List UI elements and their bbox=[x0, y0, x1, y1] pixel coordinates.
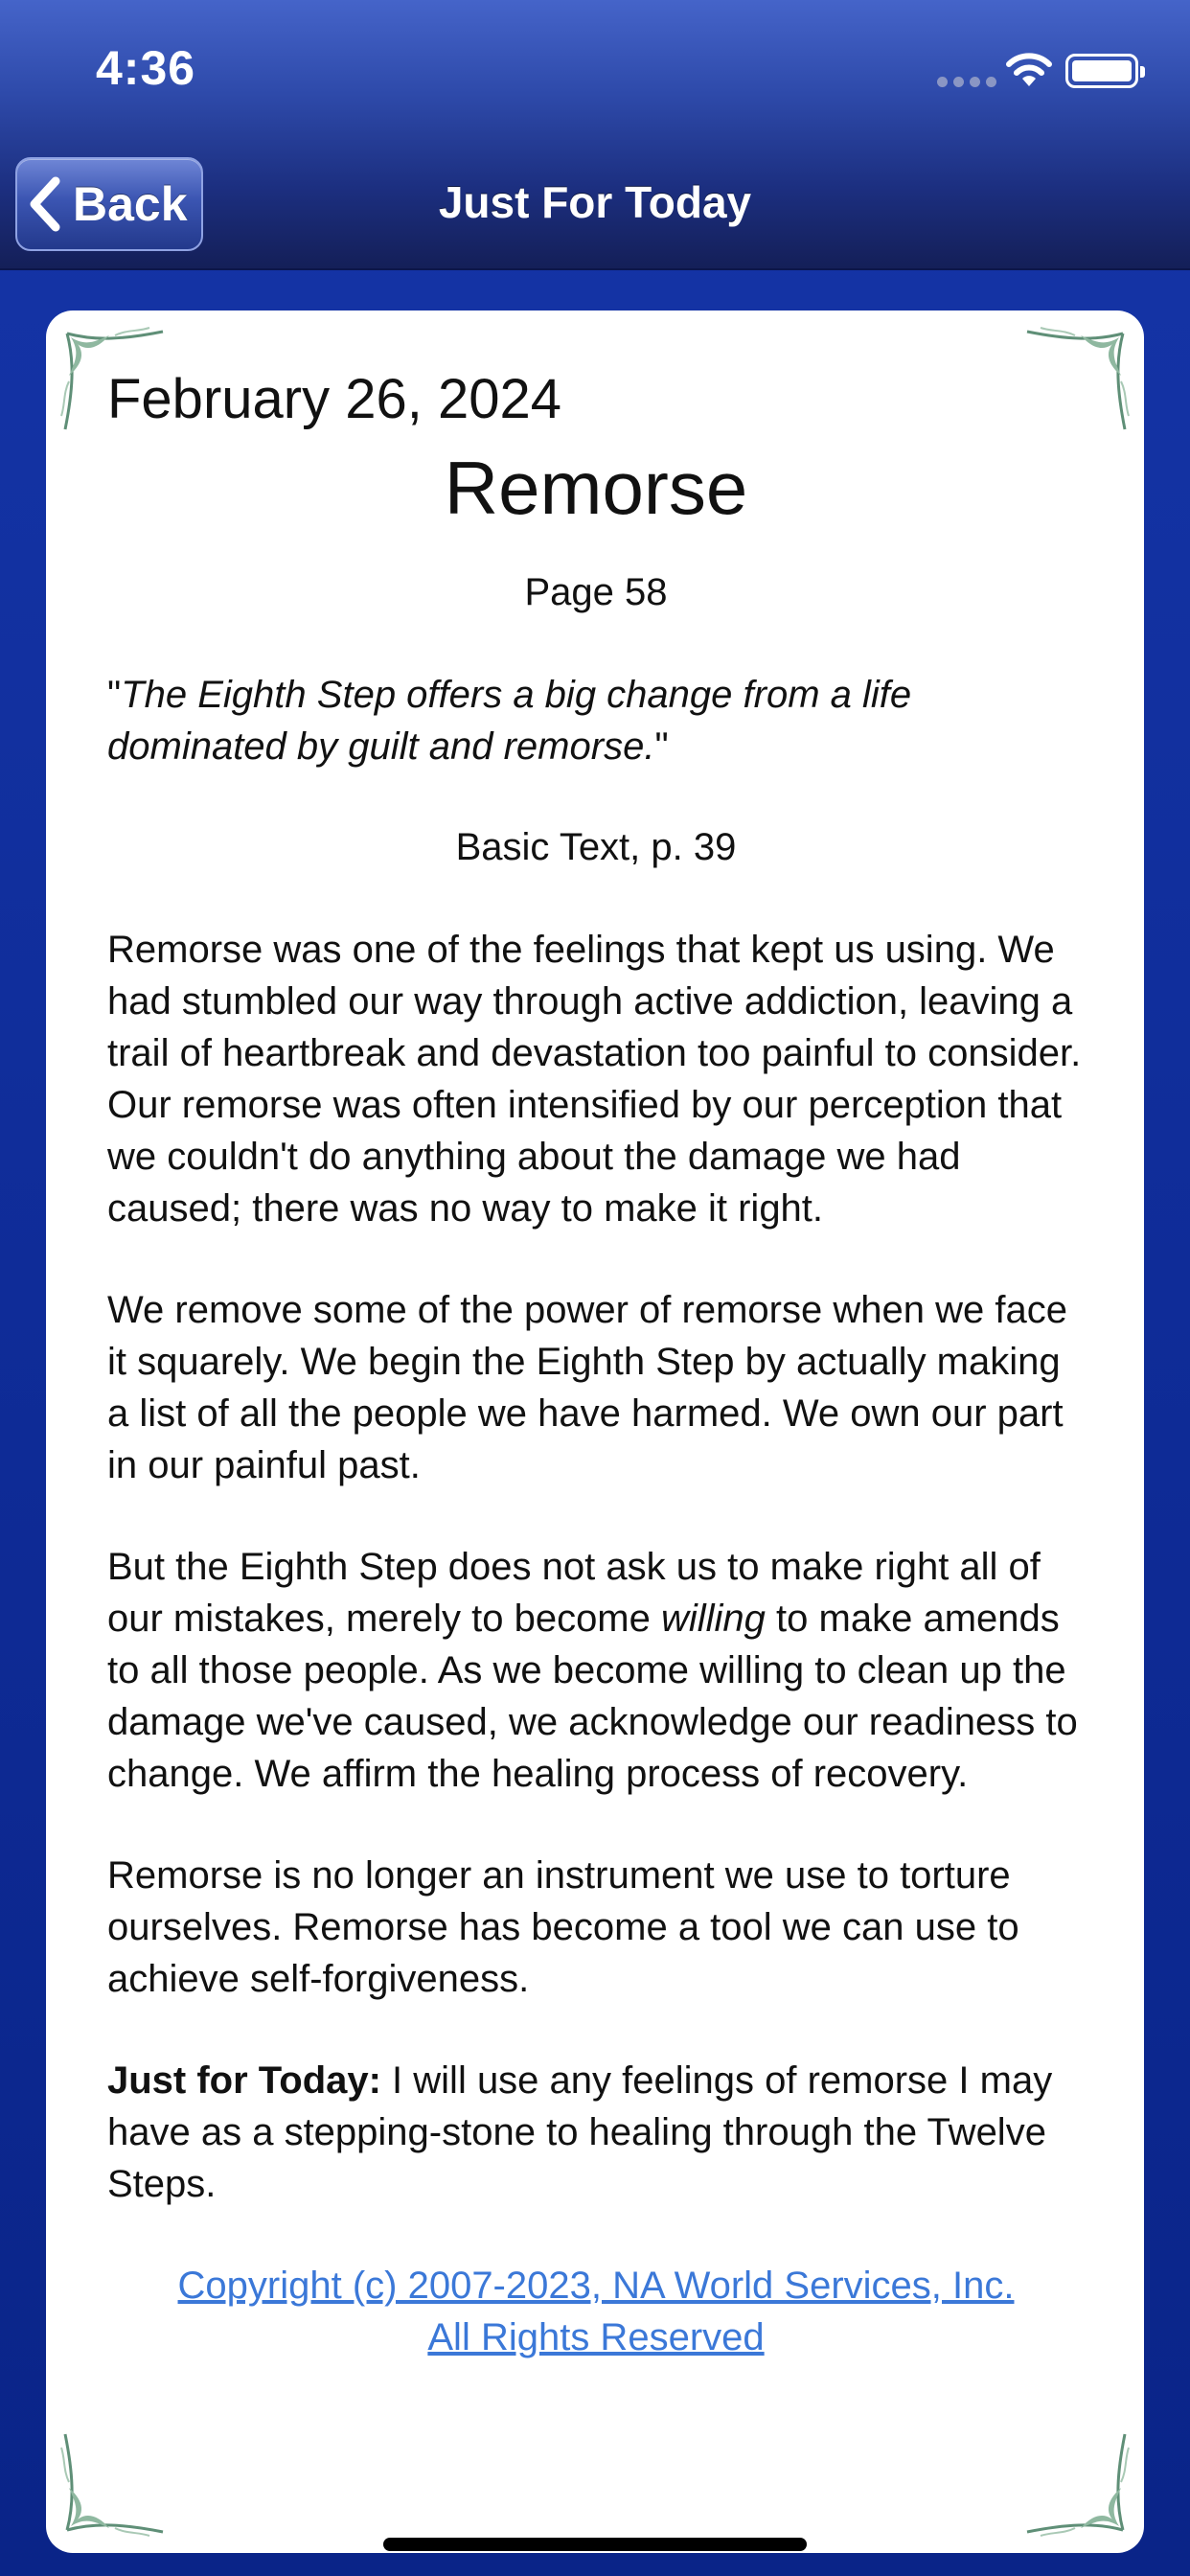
reading-date: February 26, 2024 bbox=[107, 368, 561, 430]
quote-close: " bbox=[654, 725, 669, 768]
signal-dots-icon bbox=[937, 77, 996, 87]
home-indicator[interactable] bbox=[383, 2538, 807, 2551]
quote-open: " bbox=[107, 674, 122, 716]
reading-quote bbox=[107, 669, 1085, 772]
just-for-today-paragraph bbox=[107, 2055, 1085, 2210]
nav-title: Just For Today bbox=[438, 177, 752, 227]
navigation-header bbox=[0, 0, 1190, 270]
paragraph-text: to make amends to all those people. As we become willing to clean up the damage we've caused, we acknowledge our readiness to change. We affirm the healing process of recovery. bbox=[107, 1598, 1078, 1795]
jft-text: I will use any feelings of remorse I may have as a stepping-stone to healing through the Twelve Steps. bbox=[107, 2059, 1053, 2205]
paragraph: Remorse is no longer an instrument we use to torture ourselves. Remorse has become a tool we can use to achieve self-forgiveness. bbox=[107, 1854, 1019, 2000]
reading-source: Basic Text, p. 39 bbox=[455, 826, 737, 868]
jft-label: Just for Today: bbox=[107, 2059, 381, 2102]
paragraph: We remove some of the power of remorse when we face it squarely. We begin the Eighth Step by actually making a list of all the people we have harmed. We own our part in our painful past. bbox=[107, 1289, 1067, 1486]
reading-card bbox=[46, 310, 1144, 2553]
back-button-label: Back bbox=[73, 177, 188, 231]
paragraph-emphasis: willing bbox=[661, 1598, 766, 1640]
leaf-ornament-icon bbox=[57, 2415, 182, 2540]
copyright-line-2[interactable]: All Rights Reserved bbox=[427, 2316, 765, 2358]
leaf-ornament-icon bbox=[1008, 2415, 1133, 2540]
reading-title: Remorse bbox=[444, 446, 748, 530]
paragraph: Remorse was one of the feelings that kept us using. We had stumbled our way through active addiction, leaving a trail of heartbreak and devastation too painful to consider. Our remorse was often intensified by our perception that we couldn't do anything about the damage we had caused; there was no way to make it right. bbox=[107, 929, 1082, 1230]
copyright-line-1[interactable]: Copyright (c) 2007-2023, NA World Services, Inc. bbox=[177, 2265, 1015, 2307]
status-time: 4:36 bbox=[96, 41, 196, 95]
paragraph bbox=[107, 1541, 1085, 1800]
battery-icon bbox=[1065, 54, 1138, 88]
reading-page: Page 58 bbox=[524, 571, 668, 613]
paragraph-text: But the Eighth Step does not ask us to make right all of our mistakes, merely to become bbox=[107, 1546, 1041, 1640]
copyright-link[interactable] bbox=[107, 2260, 1085, 2363]
wifi-icon bbox=[1004, 50, 1054, 88]
quote-text: The Eighth Step offers a big change from a life dominated by guilt and remorse. bbox=[107, 674, 912, 768]
reading-content bbox=[107, 364, 1085, 2363]
